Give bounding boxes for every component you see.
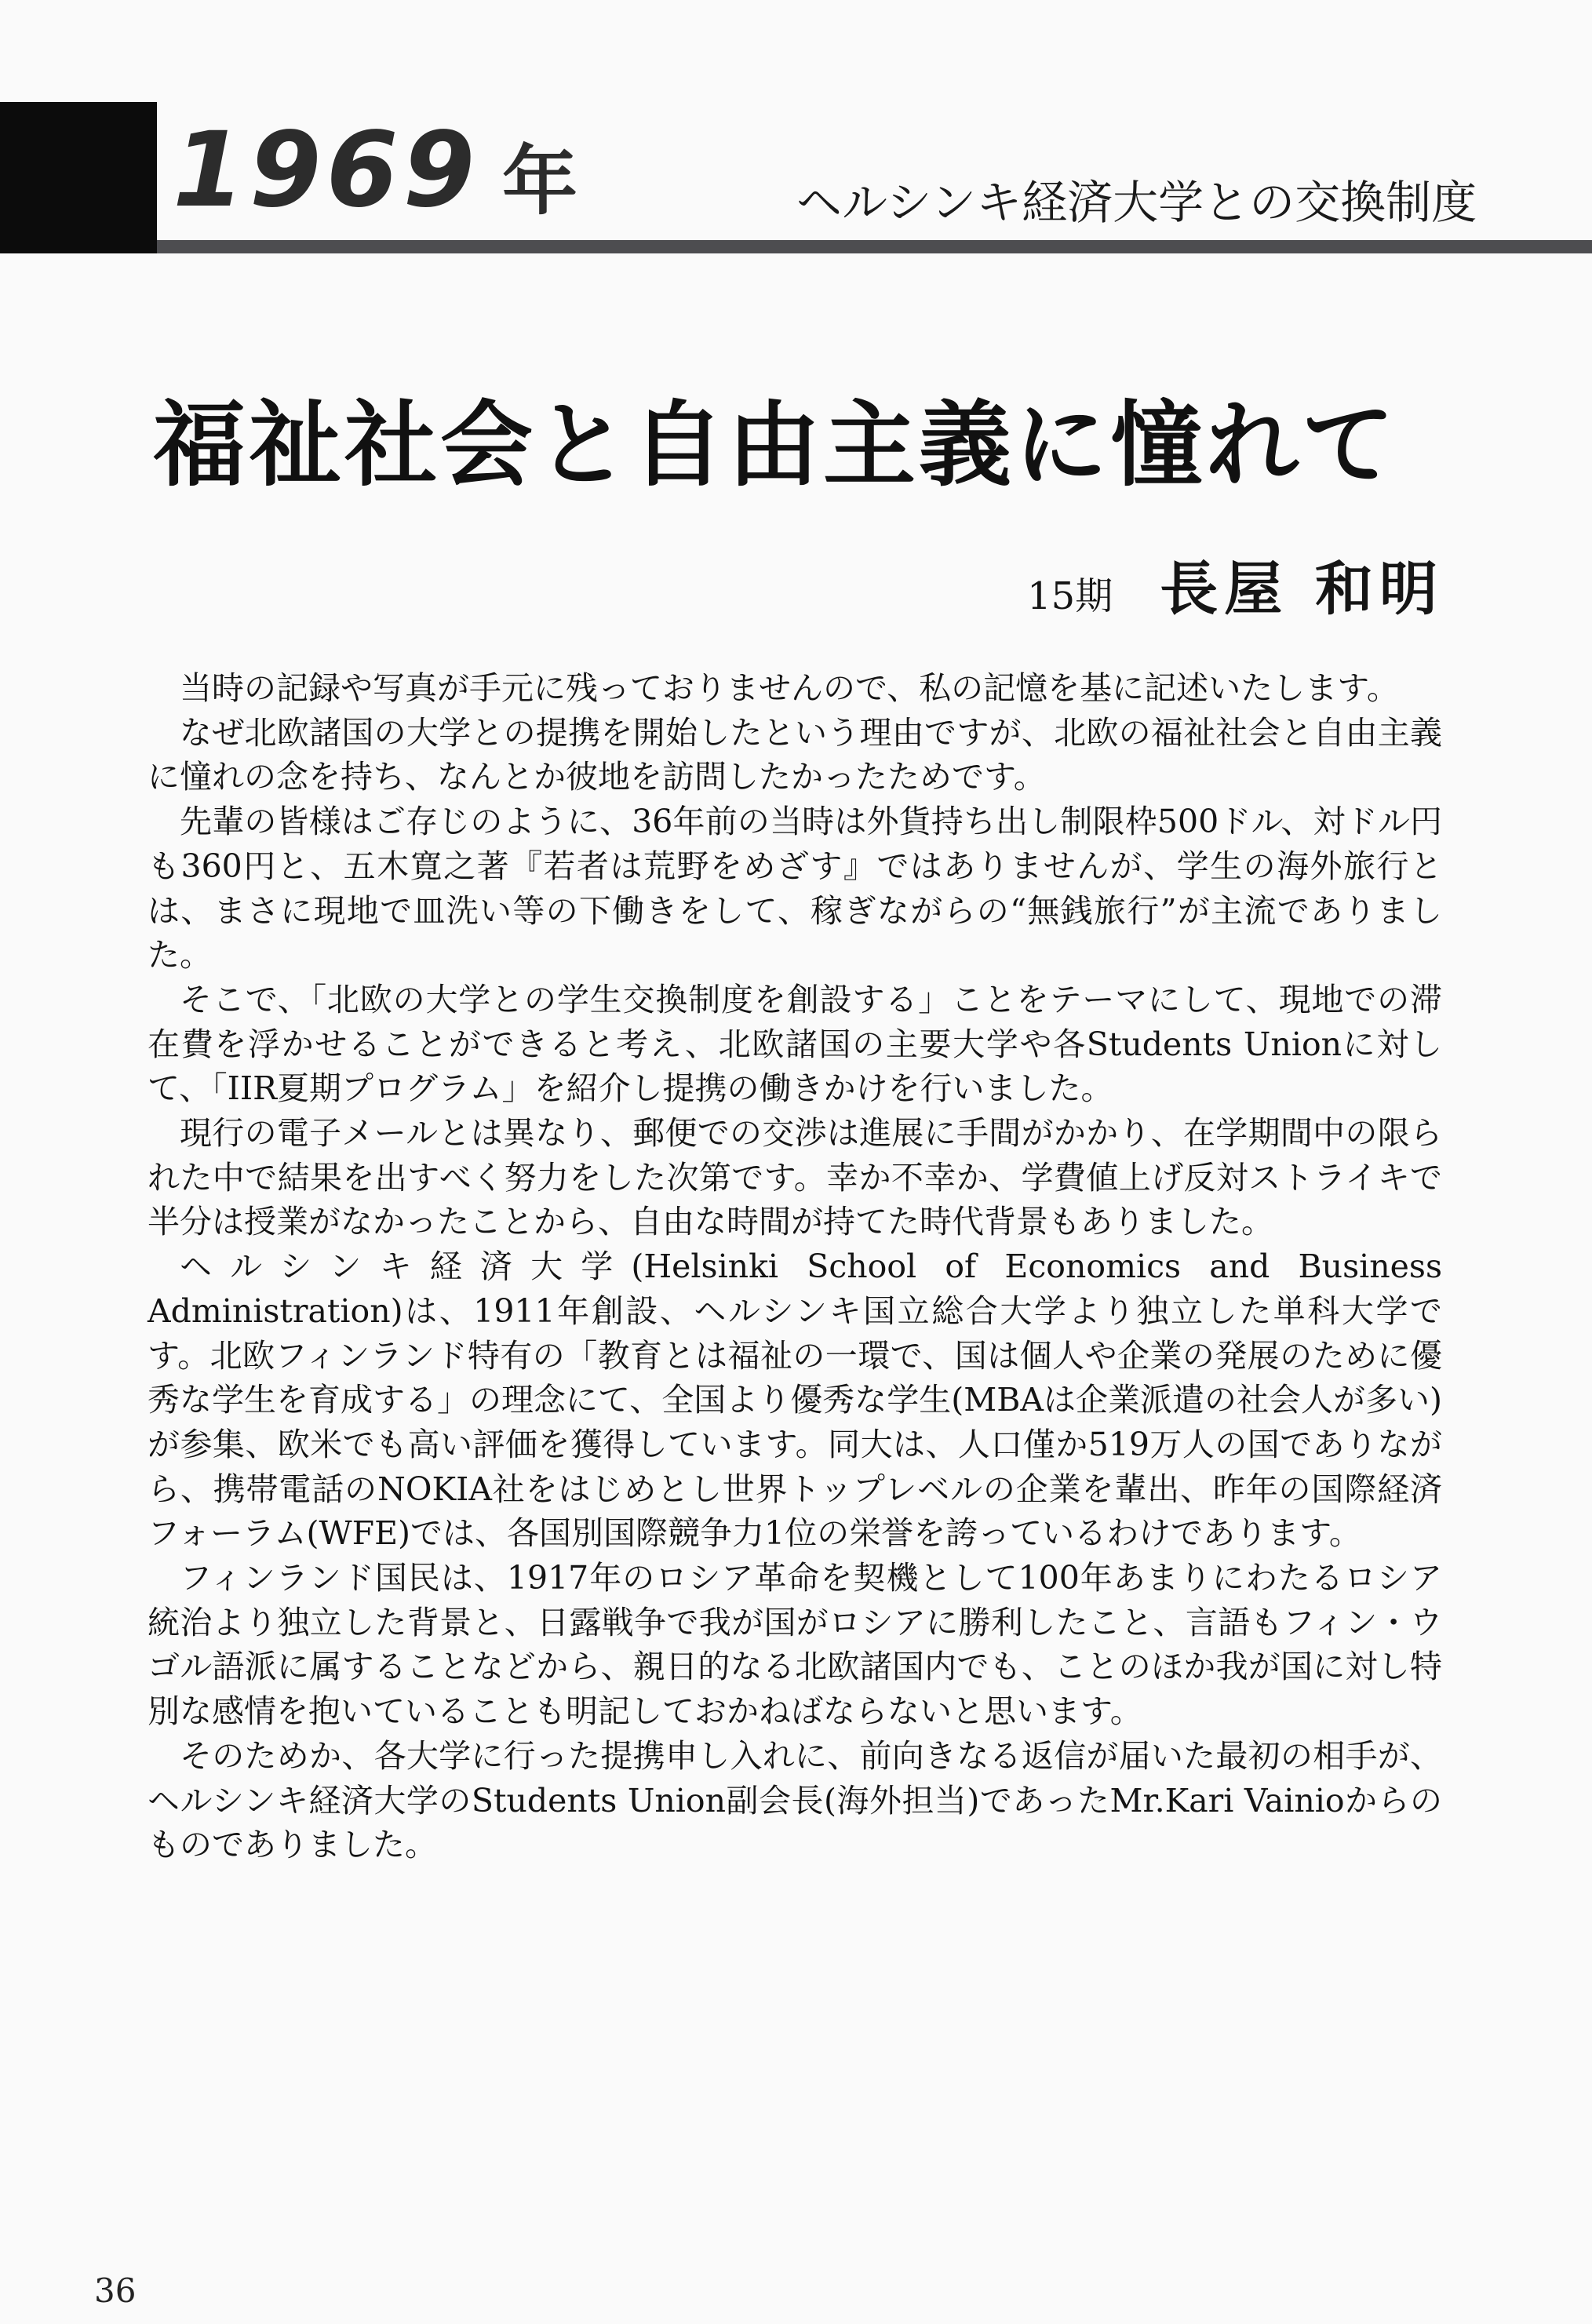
paragraph-8: そのためか、各大学に行った提携申し入れに、前向きなる返信が届いた最初の相手が、ヘルシンキ経済大学のStudents Union副会長(海外担当)であったMr.Kari Vainioからのものでありました。	[148, 1736, 1442, 1864]
header-black-block	[0, 102, 157, 253]
author-name: 長屋 和明	[1160, 556, 1444, 623]
year-suffix: 年	[502, 137, 577, 225]
article-title: 福祉社会と自由主義に憧れて	[153, 390, 1398, 500]
paragraph-3: 先輩の皆様はご存じのように、36年前の当時は外貨持ち出し制限枠500ドル、対ドル円も360円と、五木寛之著『若者は荒野をめざす』ではありませんが、学生の海外旅行とは、まさに現地で皿洗い等の下働きをして、稼ぎながらの“無銭旅行”が主流でありました。	[148, 803, 1442, 974]
page-number: 36	[94, 2271, 137, 2310]
paragraph-7: フィンランド国民は、1917年のロシア革命を契機として100年あまりにわたるロシア統治より独立した背景と、日露戦争で我が国がロシアに勝利したこと、言語もフィン・ウゴル語派に属することなどから、親日的なる北欧諸国内でも、ことのほか我が国に対し特別な感情を抱いていることも明記しておかねばならないと思います。	[148, 1559, 1442, 1731]
author-term: 15期	[1027, 574, 1113, 618]
paragraph-2: なぜ北欧諸国の大学との提携を開始したという理由ですが、北欧の福祉社会と自由主義に憧れの念を持ち、なんとか彼地を訪問したかったためです。	[148, 713, 1442, 796]
year-label: 1969	[173, 110, 480, 231]
paragraph-6: ヘルシンキ経済大学(Helsinki School of Economics and Business Administration)は、1911年創設、ヘルシンキ国立総合大学より独立した単科大学です。北欧フィンランド特有の「教育とは福祉の一環で、国は個人や企業の発展のために優秀な学生を育成する」の理念にて、全国より優秀な学生(MBAは企業派遣の社会人が多い)が参集、欧米でも高い評価を獲得しています。同大は、人口僅か519万人の国でありながら、携帯電話のNOKIA社をはじめとし世界トップレベルの企業を輩出、昨年の国際経済フォーラム(WFE)では、各国別国際競争力1位の栄誉を誇っているわけであります。	[148, 1248, 1442, 1553]
author-line	[942, 554, 1444, 632]
paragraph-1: 当時の記録や写真が手元に残っておりませんので、私の記憶を基に記述いたします。	[180, 669, 1399, 707]
paragraph-5: 現行の電子メールとは異なり、郵便での交渉は進展に手間がかかり、在学期間中の限られた中で結果を出すべく努力をした次第です。幸か不幸か、学費値上げ反対ストライキで半分は授業がなかったことから、自由な時間が持てた時代背景もありました。	[148, 1114, 1442, 1241]
paragraph-4: そこで、「北欧の大学との学生交換制度を創設する」ことをテーマにして、現地での滞在費を浮かせることができると考え、北欧諸国の主要大学や各Students Unionに対して、「IIR夏期プログラム」を紹介し提携の働きかけを行いました。	[148, 980, 1442, 1108]
header-subtitle: ヘルシンキ経済大学との交換制度	[796, 176, 1477, 229]
article-body	[148, 666, 1442, 1867]
header-rule	[157, 240, 1592, 253]
